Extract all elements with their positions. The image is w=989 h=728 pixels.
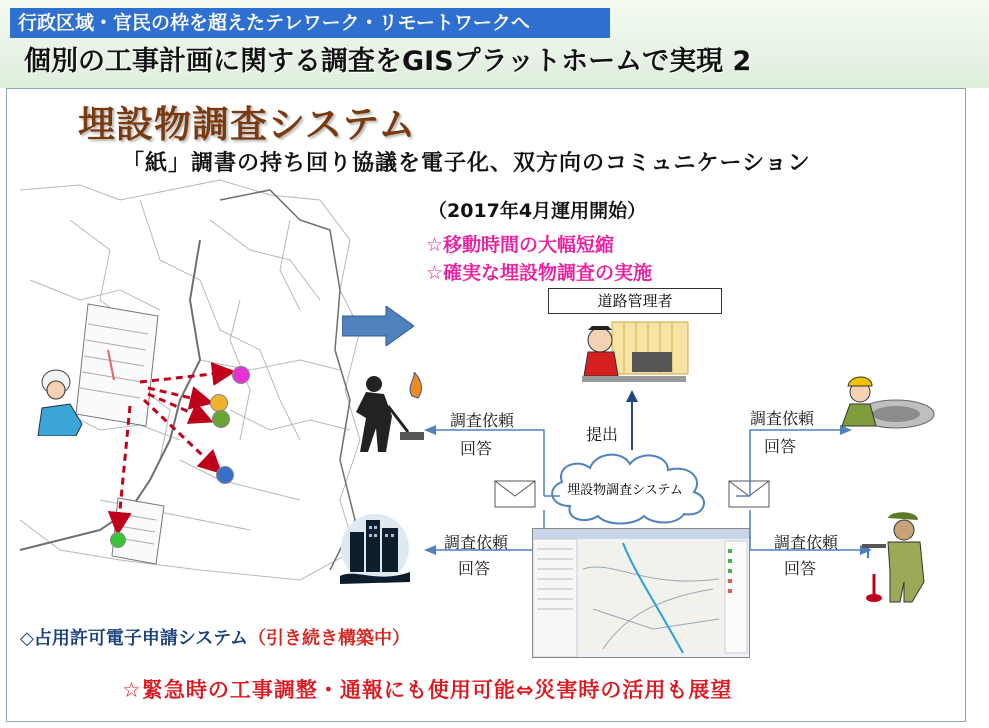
- routing-arrows: [100, 360, 260, 550]
- request-label: 調査依頼: [444, 533, 509, 552]
- permit-system-label: ◇占用許可電子申請システム: [20, 628, 249, 649]
- arrow-right-icon: [342, 306, 414, 346]
- header-tag: 行政区域・官民の枠を超えたテレワーク・リモートワークへ: [10, 8, 610, 38]
- center-system-label: 埋設物調査システム: [567, 483, 683, 498]
- road-admin-label: 道路管理者: [548, 288, 722, 314]
- header-title: 個別の工事計画に関する調査をGISプラットホームで実現 2: [24, 46, 752, 77]
- gas-worker-icon: [342, 372, 432, 456]
- start-date: （2017年4月運用開始）: [428, 200, 647, 222]
- city-icon: [336, 512, 414, 586]
- answer-label: 回答: [458, 559, 491, 578]
- water-worker-icon: [860, 512, 932, 604]
- worker-icon: [30, 364, 90, 436]
- answer-label: 回答: [764, 437, 797, 456]
- slide-title: 埋設物調査システム: [78, 103, 417, 146]
- answer-label: 回答: [460, 439, 493, 458]
- benefit-item: ☆移動時間の大幅短縮: [426, 234, 615, 256]
- road-admin-icon: [572, 316, 690, 394]
- gis-screenshot-icon: [532, 528, 750, 658]
- answer-label: 回答: [784, 559, 817, 578]
- request-label: 調査依頼: [774, 533, 839, 552]
- request-label: 調査依頼: [750, 409, 815, 428]
- benefit-item: ☆確実な埋設物調査の実施: [426, 262, 653, 284]
- map-marker-blue: [216, 466, 234, 484]
- slide-subtitle: 「紙」調書の持ち回り協議を電子化、双方向のコミュニケーション: [122, 151, 811, 176]
- map-marker-magenta: [232, 366, 250, 384]
- manhole-worker-icon: [836, 374, 936, 438]
- emergency-notice: ☆緊急時の工事調整・通報にも使用可能⇔災害時の活用も展望: [122, 678, 733, 702]
- permit-system-line: [20, 624, 410, 650]
- submit-label: 提出: [586, 425, 619, 444]
- map-marker-green: [212, 410, 230, 428]
- request-label: 調査依頼: [450, 411, 515, 430]
- map-marker-lightgreen: [110, 532, 126, 548]
- permit-system-status: （引き続き構築中）: [248, 628, 411, 649]
